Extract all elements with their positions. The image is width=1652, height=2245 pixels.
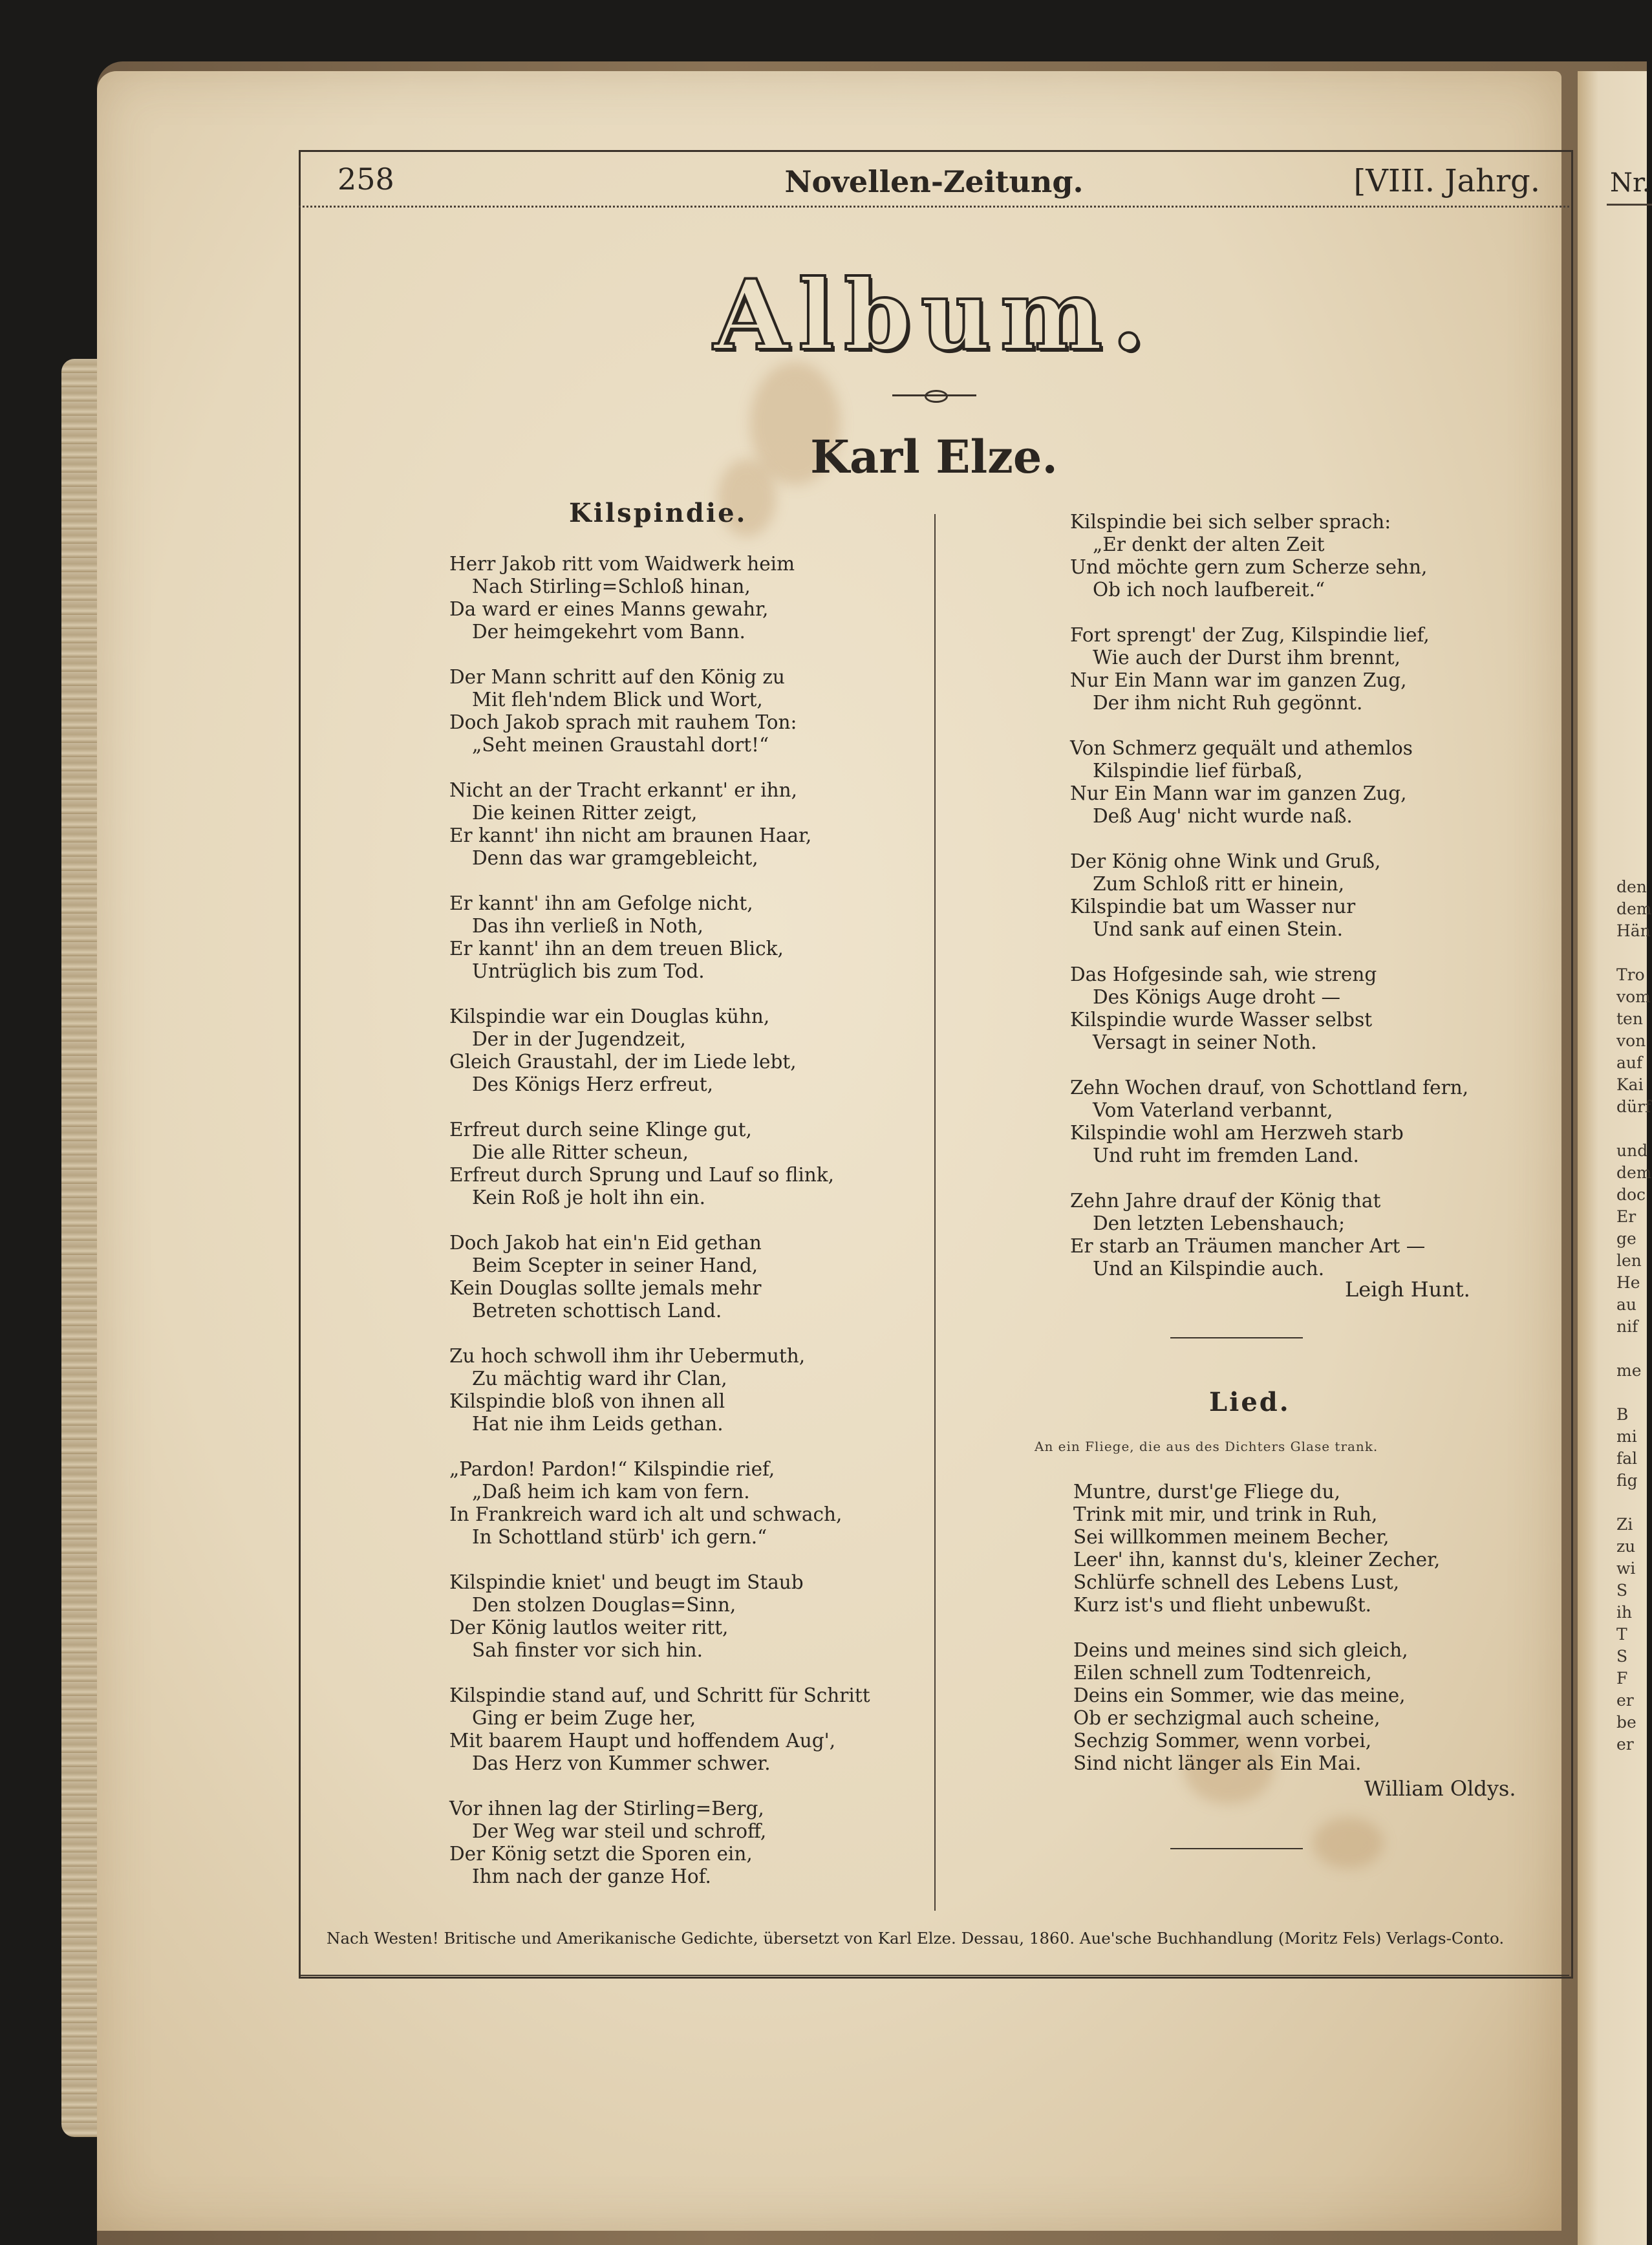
verse-line: Zehn Jahre drauf der König that (1070, 1190, 1381, 1212)
adjacent-page-line: dem (1616, 899, 1652, 918)
stanza (449, 1684, 870, 1775)
adjacent-page-line (1616, 1338, 1652, 1360)
verse-line: Der König ohne Wink und Gruß, (1070, 850, 1381, 872)
verse-line: Schlürfe schnell des Lebens Lust, (1073, 1571, 1400, 1593)
stanza (449, 892, 870, 983)
verse-line: Erfreut durch Sprung und Lauf so flink, (449, 1164, 835, 1186)
adjacent-page-line: ih (1616, 1603, 1633, 1622)
adjacent-page-line: He (1616, 1273, 1640, 1292)
stanza (1073, 1481, 1440, 1617)
adjacent-page-line: me (1616, 1361, 1642, 1380)
stanza (1070, 963, 1468, 1054)
verse-line: Zu hoch schwoll ihm ihr Uebermuth, (449, 1345, 806, 1367)
verse-line: Deins ein Sommer, wie das meine, (1073, 1684, 1406, 1706)
verse-line: Sah finster vor sich hin. (472, 1639, 703, 1661)
adjacent-page-text (1616, 876, 1652, 1756)
verse-line: Mit fleh'ndem Blick und Wort, (472, 689, 763, 711)
author-name: Karl Elze. (810, 430, 1058, 484)
stanza (1070, 850, 1468, 941)
verse-line: Das Herz von Kummer schwer. (472, 1752, 771, 1774)
verse-line: Das Hofgesinde sah, wie streng (1070, 963, 1377, 985)
verse-line: Den letzten Lebenshauch; (1093, 1212, 1346, 1234)
poem-signature-william-oldys: William Oldys. (1364, 1776, 1516, 1801)
running-header (299, 150, 1569, 205)
adjacent-page-line: dürf (1616, 1097, 1651, 1116)
stanza (1070, 1190, 1468, 1280)
poem-title-kilspindie: Kilspindie. (569, 498, 747, 528)
verse-line: Er kannt' ihn am Gefolge nicht, (449, 892, 753, 914)
stanza (449, 1345, 870, 1435)
adjacent-page-line: Er (1616, 1207, 1636, 1226)
verse-line: Der heimgekehrt vom Bann. (472, 621, 746, 643)
verse-line: Er starb an Träumen mancher Art — (1070, 1235, 1426, 1257)
adjacent-page-line: nif (1616, 1317, 1638, 1336)
stanza (449, 1458, 870, 1549)
stanza (449, 779, 870, 870)
verse-line: „Seht meinen Graustahl dort!“ (472, 734, 769, 756)
verse-line: Vor ihnen lag der Stirling=Berg, (449, 1798, 764, 1820)
poem-kilspindie-right-column (1070, 511, 1468, 1303)
verse-line: Kilspindie bloß von ihnen all (449, 1390, 725, 1412)
stanza (449, 666, 870, 757)
adjacent-page-line: Zi (1616, 1515, 1633, 1534)
stanza (449, 553, 870, 643)
separator-rule (1170, 1848, 1303, 1849)
verse-line: Kilspindie stand auf, und Schritt für Schritt (449, 1684, 870, 1706)
verse-line: „Pardon! Pardon!“ Kilspindie rief, (449, 1458, 775, 1480)
adjacent-page-line (1616, 1492, 1652, 1514)
adjacent-page-line: S (1616, 1647, 1628, 1666)
adjacent-page-line: fal (1616, 1449, 1638, 1468)
running-title: Novellen-Zeitung. (784, 164, 1084, 199)
verse-line: Nur Ein Mann war im ganzen Zug, (1070, 669, 1407, 691)
verse-line: Mit baarem Haupt und hoffendem Aug', (449, 1730, 836, 1752)
adjacent-page-line: Kai (1616, 1075, 1644, 1094)
ornament-flourish (892, 394, 976, 396)
adjacent-page-line: ten (1616, 1009, 1643, 1028)
stanza (1070, 1077, 1468, 1167)
adjacent-page-line: T (1616, 1625, 1627, 1644)
verse-line: Betreten schottisch Land. (472, 1300, 722, 1322)
verse-line: In Schottland stürb' ich gern.“ (472, 1526, 767, 1548)
adjacent-page-line: F (1616, 1669, 1628, 1688)
verse-line: Eilen schnell zum Todtenreich, (1073, 1662, 1372, 1684)
verse-line: Kein Douglas sollte jemals mehr (449, 1277, 762, 1299)
verse-line: Deß Aug' nicht wurde naß. (1093, 805, 1353, 827)
adjacent-page-line: vom (1616, 987, 1651, 1006)
adjacent-page-line (1616, 1382, 1652, 1404)
verse-line: Das ihn verließ in Noth, (472, 915, 703, 937)
adjacent-page-line: be (1616, 1713, 1636, 1732)
section-title: Album. (713, 259, 1155, 372)
verse-line: Des Königs Herz erfreut, (472, 1073, 713, 1095)
verse-line: Beim Scepter in seiner Hand, (472, 1254, 758, 1276)
verse-line: Des Königs Auge droht — (1093, 986, 1340, 1008)
verse-line: Kilspindie kniet' und beugt im Staub (449, 1571, 804, 1593)
adjacent-page-line (1616, 1118, 1652, 1140)
verse-line: Zum Schloß ritt er hinein, (1093, 873, 1345, 895)
verse-line: Der König setzt die Sporen ein, (449, 1843, 753, 1865)
verse-line: Trink mit mir, und trink in Ruh, (1073, 1503, 1378, 1525)
adjacent-page-line: ge (1616, 1229, 1636, 1248)
verse-line: Sechzig Sommer, wenn vorbei, (1073, 1730, 1372, 1752)
verse-line: Ob ich noch laufbereit.“ (1093, 579, 1325, 601)
verse-line: In Frankreich ward ich alt und schwach, (449, 1503, 842, 1525)
adjacent-page-line: von (1616, 1031, 1646, 1050)
stanza (449, 1798, 870, 1888)
verse-line: „Er denkt der alten Zeit (1093, 533, 1325, 555)
adjacent-page-line: S (1616, 1581, 1628, 1600)
verse-line: Vom Vaterland verbannt, (1093, 1099, 1333, 1121)
adjacent-page (1578, 71, 1652, 2245)
verse-line: Der Weg war steil und schroff, (472, 1820, 767, 1842)
verse-line: Ob er sechzigmal auch scheine, (1073, 1707, 1380, 1729)
verse-line: Der Mann schritt auf den König zu (449, 666, 785, 688)
stanza (1070, 737, 1468, 828)
verse-line: Versagt in seiner Noth. (1093, 1031, 1317, 1053)
verse-line: Kilspindie war ein Douglas kühn, (449, 1005, 770, 1027)
stanza (449, 1232, 870, 1322)
adjacent-page-line: wi (1616, 1559, 1636, 1578)
adjacent-page-line: doc (1616, 1185, 1646, 1204)
volume-label: [VIII. Jahrg. (1353, 163, 1540, 199)
bottom-rule (299, 1975, 1569, 1976)
verse-line: Hat nie ihm Leids gethan. (472, 1413, 724, 1435)
verse-line: Ging er beim Zuge her, (472, 1707, 696, 1729)
verse-line: Doch Jakob hat ein'n Eid gethan (449, 1232, 762, 1254)
verse-line: Er kannt' ihn nicht am braunen Haar, (449, 824, 812, 846)
verse-line: Nur Ein Mann war im ganzen Zug, (1070, 782, 1407, 804)
adjacent-page-line: auf (1616, 1053, 1643, 1072)
verse-line: Kurz ist's und flieht unbewußt. (1073, 1594, 1372, 1616)
verse-line: Kein Roß je holt ihn ein. (472, 1187, 706, 1208)
adjacent-page-line: den (1616, 877, 1647, 896)
verse-line: Erfreut durch seine Klinge gut, (449, 1119, 752, 1141)
verse-line: Und ruht im fremden Land. (1093, 1144, 1359, 1166)
poem-signature-leigh-hunt: Leigh Hunt. (1345, 1277, 1470, 1302)
verse-line: Und sank auf einen Stein. (1093, 918, 1344, 940)
column-divider (934, 514, 936, 1911)
stanza (1070, 511, 1468, 601)
header-rule (299, 206, 1569, 208)
verse-line: Der in der Jugendzeit, (472, 1028, 686, 1050)
adjacent-page-rule (1607, 204, 1652, 206)
verse-line: Zehn Wochen drauf, von Schottland fern, (1070, 1077, 1469, 1099)
verse-line: Kilspindie wohl am Herzweh starb (1070, 1122, 1404, 1144)
verse-line: Zu mächtig ward ihr Clan, (472, 1368, 727, 1390)
poem-title-lied: Lied. (1209, 1387, 1291, 1417)
verse-line: Wie auch der Durst ihm brennt, (1093, 647, 1400, 669)
poem-dedication: An ein Fliege, die aus des Dichters Glase trank. (1035, 1439, 1378, 1454)
source-footnote: Nach Westen! Britische und Amerikanische Gedichte, übersetzt von Karl Elze. Dessau, 1860. Aue'sche Buchhandlung (Moritz Fels) Verlags-Conto. (327, 1929, 1505, 1948)
verse-line: Denn das war gramgebleicht, (472, 847, 758, 869)
poem-kilspindie-left-column (449, 553, 870, 1911)
verse-line: Von Schmerz gequält und athemlos (1070, 737, 1413, 759)
stanza (1073, 1639, 1440, 1775)
separator-rule (1170, 1337, 1303, 1338)
verse-line: Untrüglich bis zum Tod. (472, 960, 705, 982)
adjacent-page-line: er (1616, 1691, 1634, 1710)
stanza (449, 1005, 870, 1096)
adjacent-page-line: Tro (1616, 965, 1645, 984)
verse-line: Und an Kilspindie auch. (1093, 1258, 1325, 1280)
verse-line: Doch Jakob sprach mit rauhem Ton: (449, 711, 797, 733)
stanza (449, 1119, 870, 1209)
adjacent-page-line: B (1616, 1405, 1629, 1424)
adjacent-page-line: und (1616, 1141, 1648, 1160)
poem-lied-body (1073, 1481, 1440, 1798)
verse-line: Den stolzen Douglas=Sinn, (472, 1594, 736, 1616)
adjacent-page-line: Hän (1616, 921, 1651, 940)
verse-line: Deins und meines sind sich gleich, (1073, 1639, 1408, 1661)
verse-line: Und möchte gern zum Scherze sehn, (1070, 556, 1428, 578)
verse-line: Fort sprengt' der Zug, Kilspindie lief, (1070, 624, 1430, 646)
adjacent-page-line: mi (1616, 1427, 1637, 1446)
verse-line: Kilspindie lief fürbaß, (1093, 760, 1303, 782)
verse-line: Kilspindie bei sich selber sprach: (1070, 511, 1391, 533)
page-number: 258 (338, 162, 394, 197)
adjacent-page-header: Nr. (1610, 168, 1651, 198)
verse-line: Sind nicht länger als Ein Mai. (1073, 1752, 1362, 1774)
verse-line: Leer' ihn, kannst du's, kleiner Zecher, (1073, 1549, 1441, 1571)
adjacent-page-line (1616, 942, 1652, 964)
verse-line: Herr Jakob ritt vom Waidwerk heim (449, 553, 795, 575)
verse-line: Da ward er eines Manns gewahr, (449, 598, 769, 620)
verse-line: Kilspindie wurde Wasser selbst (1070, 1009, 1373, 1031)
adjacent-page-line: dem (1616, 1163, 1652, 1182)
verse-line: Der König lautlos weiter ritt, (449, 1617, 729, 1638)
stanza (449, 1571, 870, 1662)
verse-line: Die alle Ritter scheun, (472, 1141, 689, 1163)
verse-line: Muntre, durst'ge Fliege du, (1073, 1481, 1340, 1503)
verse-line: Er kannt' ihn an dem treuen Blick, (449, 938, 784, 960)
adjacent-page-line: zu (1616, 1537, 1636, 1556)
adjacent-page-line: fig (1616, 1471, 1638, 1490)
verse-line: Nicht an der Tracht erkannt' er ihn, (449, 779, 798, 801)
adjacent-page-line: len (1616, 1251, 1642, 1270)
adjacent-page-line: er (1616, 1735, 1634, 1754)
stanza (1070, 624, 1468, 714)
verse-line: Der ihm nicht Ruh gegönnt. (1093, 692, 1363, 714)
verse-line: Sei willkommen meinem Becher, (1073, 1526, 1389, 1548)
adjacent-page-line: au (1616, 1295, 1637, 1314)
verse-line: Die keinen Ritter zeigt, (472, 802, 698, 824)
verse-line: Gleich Graustahl, der im Liede lebt, (449, 1051, 797, 1073)
verse-line: Nach Stirling=Schloß hinan, (472, 575, 751, 597)
verse-line: Ihm nach der ganze Hof. (472, 1865, 711, 1887)
verse-line: Kilspindie bat um Wasser nur (1070, 896, 1356, 918)
verse-line: „Daß heim ich kam von fern. (472, 1481, 750, 1503)
